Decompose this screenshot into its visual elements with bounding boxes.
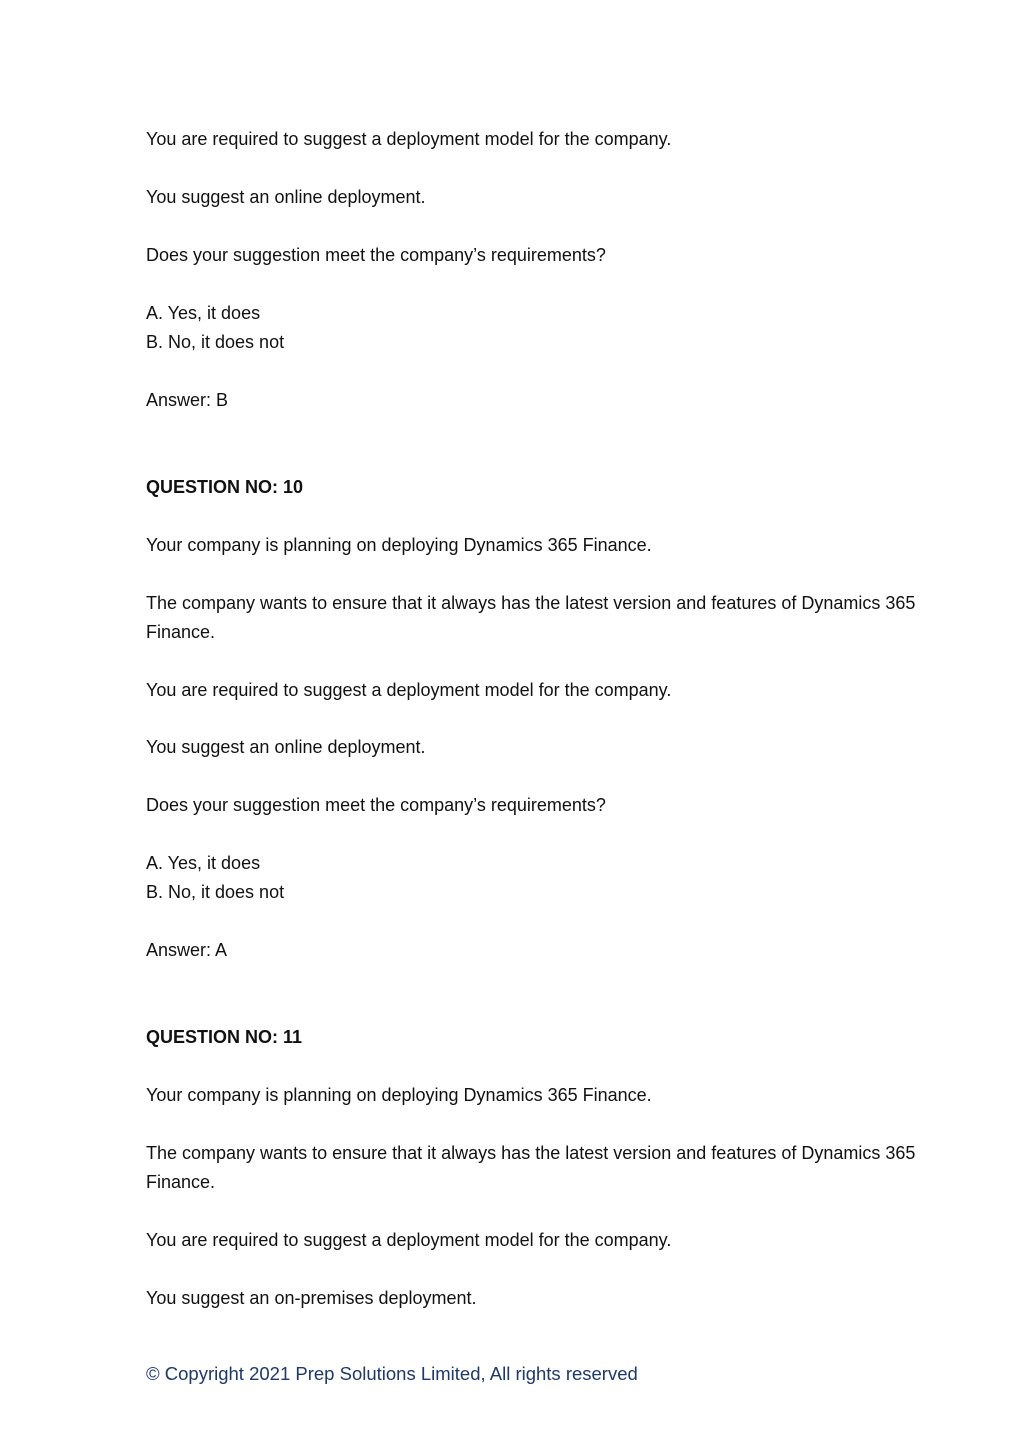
q10-heading: QUESTION NO: 10 xyxy=(146,477,304,497)
copyright-footer: © Copyright 2021 Prep Solutions Limited, All rights reserved xyxy=(146,1363,638,1384)
q9-required-text: You are required to suggest a deployment model for the company. xyxy=(146,129,672,149)
q9-option-b: B. No, it does not xyxy=(146,332,285,352)
q11-wants-text-line1: The company wants to ensure that it always has the latest version and features of Dynamics 365 xyxy=(146,1143,916,1163)
q10-wants-text-line2: Finance. xyxy=(146,622,216,642)
q11-suggestion-text: You suggest an on-premises deployment. xyxy=(146,1288,477,1308)
q10-wants-text-line1: The company wants to ensure that it always has the latest version and features of Dynamics 365 xyxy=(146,593,916,613)
q10-option-a: A. Yes, it does xyxy=(146,853,261,873)
q10-option-b: B. No, it does not xyxy=(146,882,285,902)
q10-question-text: Does your suggestion meet the company’s requirements? xyxy=(146,795,606,815)
q9-question-text: Does your suggestion meet the company’s requirements? xyxy=(146,245,606,265)
q11-heading: QUESTION NO: 11 xyxy=(146,1027,303,1047)
q9-suggestion-text: You suggest an online deployment. xyxy=(146,187,426,207)
q11-required-text: You are required to suggest a deployment model for the company. xyxy=(146,1230,672,1250)
q9-option-a: A. Yes, it does xyxy=(146,303,261,323)
q10-suggestion-text: You suggest an online deployment. xyxy=(146,737,426,757)
q10-answer: Answer: A xyxy=(146,940,228,960)
q11-wants-text-line2: Finance. xyxy=(146,1172,216,1192)
q10-required-text: You are required to suggest a deployment model for the company. xyxy=(146,680,672,700)
q11-intro-text: Your company is planning on deploying Dynamics 365 Finance. xyxy=(146,1085,652,1105)
q10-intro-text: Your company is planning on deploying Dynamics 365 Finance. xyxy=(146,535,652,555)
q9-answer: Answer: B xyxy=(146,390,229,410)
